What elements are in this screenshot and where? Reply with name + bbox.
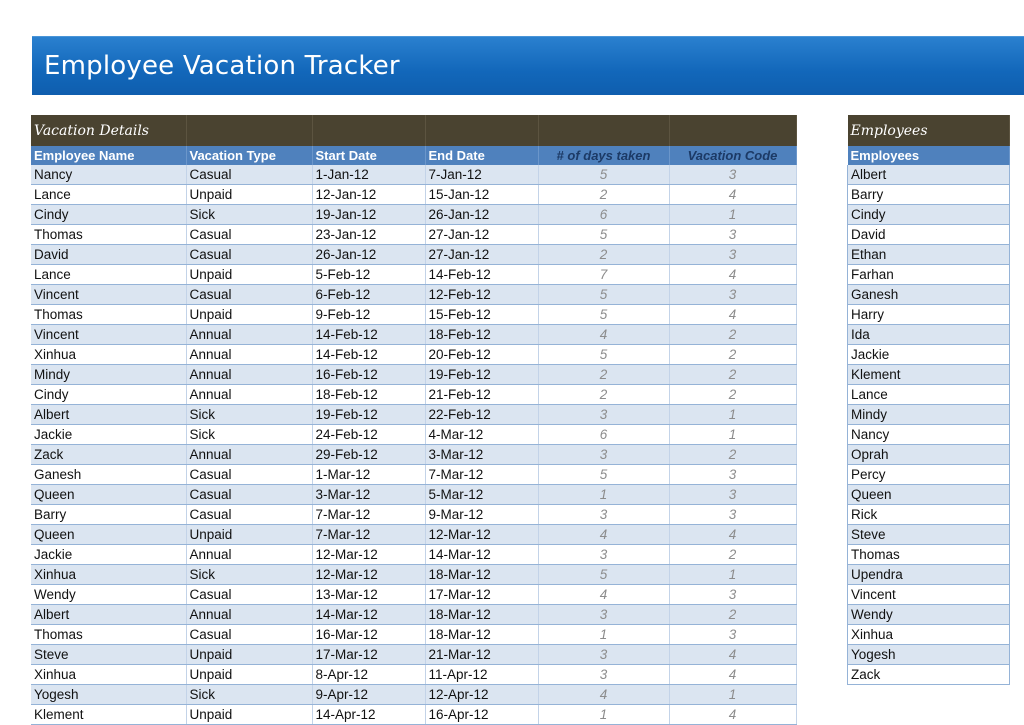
cell-days-taken[interactable]: 5 (538, 165, 669, 185)
cell-vacation-code[interactable]: 2 (669, 365, 796, 385)
cell-days-taken[interactable]: 3 (538, 665, 669, 685)
cell-days-taken[interactable]: 4 (538, 525, 669, 545)
cell-employee[interactable]: Ida (848, 325, 1010, 345)
table-row[interactable] (31, 345, 796, 365)
cell-start-date[interactable]: 14-Apr-12 (312, 705, 425, 725)
cell-start-date[interactable]: 14-Mar-12 (312, 605, 425, 625)
cell-vacation-code[interactable]: 4 (669, 265, 796, 285)
cell-start-date[interactable]: 3-Mar-12 (312, 485, 425, 505)
table-row[interactable] (31, 385, 796, 405)
cell-vacation-code[interactable]: 4 (669, 705, 796, 725)
cell-vacation-code[interactable]: 2 (669, 445, 796, 465)
table-row[interactable] (31, 605, 796, 625)
table-row[interactable] (31, 465, 796, 485)
cell-days-taken[interactable]: 5 (538, 465, 669, 485)
list-item[interactable] (848, 265, 1010, 285)
cell-vacation-code[interactable]: 2 (669, 605, 796, 625)
cell-end-date[interactable]: 18-Mar-12 (425, 605, 538, 625)
cell-days-taken[interactable]: 5 (538, 305, 669, 325)
table-row[interactable] (31, 705, 796, 725)
cell-vacation-code[interactable]: 1 (669, 405, 796, 425)
cell-end-date[interactable]: 22-Feb-12 (425, 405, 538, 425)
cell-start-date[interactable]: 24-Feb-12 (312, 425, 425, 445)
cell-employee[interactable]: Rick (848, 505, 1010, 525)
cell-vacation-type[interactable]: Annual (186, 365, 312, 385)
list-item[interactable] (848, 485, 1010, 505)
cell-end-date[interactable]: 17-Mar-12 (425, 585, 538, 605)
cell-vacation-type[interactable]: Casual (186, 625, 312, 645)
cell-days-taken[interactable]: 2 (538, 385, 669, 405)
cell-vacation-code[interactable]: 4 (669, 645, 796, 665)
cell-vacation-type[interactable]: Unpaid (186, 525, 312, 545)
cell-employee-name[interactable]: Xinhua (31, 345, 186, 365)
cell-employee[interactable]: Wendy (848, 605, 1010, 625)
cell-end-date[interactable]: 12-Mar-12 (425, 525, 538, 545)
cell-vacation-code[interactable]: 1 (669, 685, 796, 705)
table-row[interactable] (31, 245, 796, 265)
cell-vacation-type[interactable]: Unpaid (186, 185, 312, 205)
table-row[interactable] (31, 425, 796, 445)
cell-end-date[interactable]: 11-Apr-12 (425, 665, 538, 685)
list-item[interactable] (848, 345, 1010, 365)
cell-end-date[interactable]: 18-Mar-12 (425, 625, 538, 645)
cell-start-date[interactable]: 12-Mar-12 (312, 565, 425, 585)
list-item[interactable] (848, 225, 1010, 245)
cell-vacation-type[interactable]: Unpaid (186, 265, 312, 285)
cell-end-date[interactable]: 21-Feb-12 (425, 385, 538, 405)
cell-employee[interactable]: Thomas (848, 545, 1010, 565)
list-item[interactable] (848, 565, 1010, 585)
cell-days-taken[interactable]: 5 (538, 225, 669, 245)
cell-vacation-type[interactable]: Casual (186, 225, 312, 245)
cell-employee[interactable]: David (848, 225, 1010, 245)
cell-employee-name[interactable]: Albert (31, 605, 186, 625)
table-row[interactable] (31, 285, 796, 305)
cell-end-date[interactable]: 16-Apr-12 (425, 705, 538, 725)
list-item[interactable] (848, 665, 1010, 685)
cell-end-date[interactable]: 14-Mar-12 (425, 545, 538, 565)
cell-vacation-code[interactable]: 3 (669, 625, 796, 645)
cell-start-date[interactable]: 23-Jan-12 (312, 225, 425, 245)
vacation-header-row (31, 146, 796, 165)
cell-employee-name[interactable]: Lance (31, 265, 186, 285)
cell-end-date[interactable]: 26-Jan-12 (425, 205, 538, 225)
list-item[interactable] (848, 545, 1010, 565)
employees-table (847, 115, 1010, 685)
list-item[interactable] (848, 385, 1010, 405)
cell-vacation-code[interactable]: 3 (669, 585, 796, 605)
header-banner (32, 36, 1024, 95)
cell-employee-name[interactable]: Albert (31, 405, 186, 425)
cell-vacation-type[interactable]: Annual (186, 385, 312, 405)
cell-employee[interactable]: Farhan (848, 265, 1010, 285)
vacation-table-body (31, 165, 796, 725)
cell-employee-name[interactable]: Nancy (31, 165, 186, 185)
cell-start-date[interactable]: 19-Feb-12 (312, 405, 425, 425)
cell-end-date[interactable]: 27-Jan-12 (425, 225, 538, 245)
column-header-vacation-type[interactable]: Vacation Type (186, 146, 312, 165)
cell-vacation-type[interactable]: Sick (186, 425, 312, 445)
cell-employee[interactable]: Lance (848, 385, 1010, 405)
cell-employee-name[interactable]: Mindy (31, 365, 186, 385)
cell-employee-name[interactable]: Thomas (31, 625, 186, 645)
cell-vacation-type[interactable]: Casual (186, 505, 312, 525)
cell-start-date[interactable]: 5-Feb-12 (312, 265, 425, 285)
cell-start-date[interactable]: 14-Feb-12 (312, 345, 425, 365)
cell-start-date[interactable]: 8-Apr-12 (312, 665, 425, 685)
cell-start-date[interactable]: 7-Mar-12 (312, 525, 425, 545)
cell-employee-name[interactable]: Barry (31, 505, 186, 525)
cell-employee[interactable]: Xinhua (848, 625, 1010, 645)
cell-employee[interactable]: Barry (848, 185, 1010, 205)
cell-end-date[interactable]: 19-Feb-12 (425, 365, 538, 385)
cell-start-date[interactable]: 12-Jan-12 (312, 185, 425, 205)
cell-vacation-code[interactable]: 1 (669, 565, 796, 585)
table-row[interactable] (31, 185, 796, 205)
cell-start-date[interactable]: 17-Mar-12 (312, 645, 425, 665)
cell-employee[interactable]: Klement (848, 365, 1010, 385)
list-item[interactable] (848, 185, 1010, 205)
cell-end-date[interactable]: 3-Mar-12 (425, 445, 538, 465)
cell-days-taken[interactable]: 3 (538, 505, 669, 525)
table-row[interactable] (31, 585, 796, 605)
table-row[interactable] (31, 645, 796, 665)
column-header-days-taken[interactable]: # of days taken (538, 146, 669, 165)
cell-end-date[interactable]: 15-Jan-12 (425, 185, 538, 205)
cell-vacation-type[interactable]: Unpaid (186, 305, 312, 325)
cell-vacation-code[interactable]: 3 (669, 505, 796, 525)
cell-vacation-code[interactable]: 2 (669, 345, 796, 365)
cell-employee[interactable]: Jackie (848, 345, 1010, 365)
column-header-vacation-code[interactable]: Vacation Code (669, 146, 796, 165)
cell-employee-name[interactable]: Cindy (31, 205, 186, 225)
cell-vacation-code[interactable]: 3 (669, 245, 796, 265)
cell-vacation-type[interactable]: Casual (186, 285, 312, 305)
cell-end-date[interactable]: 7-Mar-12 (425, 465, 538, 485)
cell-days-taken[interactable]: 3 (538, 405, 669, 425)
cell-end-date[interactable]: 5-Mar-12 (425, 485, 538, 505)
cell-days-taken[interactable]: 6 (538, 205, 669, 225)
cell-days-taken[interactable]: 7 (538, 265, 669, 285)
cell-days-taken[interactable]: 5 (538, 345, 669, 365)
vacation-section-title-row (31, 115, 796, 146)
cell-vacation-type[interactable]: Sick (186, 405, 312, 425)
cell-end-date[interactable]: 12-Apr-12 (425, 685, 538, 705)
cell-end-date[interactable]: 18-Feb-12 (425, 325, 538, 345)
cell-start-date[interactable]: 9-Feb-12 (312, 305, 425, 325)
cell-employee[interactable]: Mindy (848, 405, 1010, 425)
cell-employee[interactable]: Harry (848, 305, 1010, 325)
cell-vacation-code[interactable]: 3 (669, 465, 796, 485)
cell-start-date[interactable]: 16-Mar-12 (312, 625, 425, 645)
cell-days-taken[interactable]: 4 (538, 585, 669, 605)
table-row[interactable] (31, 405, 796, 425)
cell-start-date[interactable]: 7-Mar-12 (312, 505, 425, 525)
cell-vacation-code[interactable]: 2 (669, 385, 796, 405)
cell-vacation-type[interactable]: Casual (186, 485, 312, 505)
cell-start-date[interactable]: 26-Jan-12 (312, 245, 425, 265)
cell-vacation-type[interactable]: Annual (186, 605, 312, 625)
cell-vacation-code[interactable]: 4 (669, 665, 796, 685)
cell-end-date[interactable]: 7-Jan-12 (425, 165, 538, 185)
list-item[interactable] (848, 305, 1010, 325)
list-item[interactable] (848, 205, 1010, 225)
cell-employee-name[interactable]: Vincent (31, 285, 186, 305)
cell-vacation-type[interactable]: Casual (186, 245, 312, 265)
cell-employee[interactable]: Vincent (848, 585, 1010, 605)
cell-employee-name[interactable]: Jackie (31, 425, 186, 445)
cell-vacation-type[interactable]: Sick (186, 205, 312, 225)
cell-employee-name[interactable]: Jackie (31, 545, 186, 565)
cell-end-date[interactable]: 20-Feb-12 (425, 345, 538, 365)
cell-vacation-code[interactable]: 3 (669, 285, 796, 305)
column-header-employees[interactable]: Employees (848, 146, 1010, 165)
cell-vacation-type[interactable]: Annual (186, 445, 312, 465)
page-title: Employee Vacation Tracker (44, 51, 400, 81)
list-item[interactable] (848, 325, 1010, 345)
cell-vacation-code[interactable]: 3 (669, 165, 796, 185)
cell-employee-name[interactable]: Klement (31, 705, 186, 725)
cell-employee[interactable]: Upendra (848, 565, 1010, 585)
cell-end-date[interactable]: 15-Feb-12 (425, 305, 538, 325)
table-row[interactable] (31, 325, 796, 345)
list-item[interactable] (848, 445, 1010, 465)
list-item[interactable] (848, 465, 1010, 485)
cell-employee-name[interactable]: Zack (31, 445, 186, 465)
cell-vacation-code[interactable]: 1 (669, 205, 796, 225)
cell-employee[interactable]: Percy (848, 465, 1010, 485)
cell-start-date[interactable]: 13-Mar-12 (312, 585, 425, 605)
table-row[interactable] (31, 225, 796, 245)
table-row[interactable] (31, 505, 796, 525)
employees-section-title-row (848, 115, 1010, 146)
cell-days-taken[interactable]: 1 (538, 705, 669, 725)
cell-employee-name[interactable]: Queen (31, 485, 186, 505)
cell-employee-name[interactable]: Yogesh (31, 685, 186, 705)
cell-employee[interactable]: Nancy (848, 425, 1010, 445)
cell-employee[interactable]: Albert (848, 165, 1010, 185)
cell-employee[interactable]: Zack (848, 665, 1010, 685)
employees-header-row (848, 146, 1010, 165)
list-item[interactable] (848, 505, 1010, 525)
cell-employee-name[interactable]: Xinhua (31, 665, 186, 685)
cell-vacation-code[interactable]: 1 (669, 425, 796, 445)
cell-end-date[interactable]: 14-Feb-12 (425, 265, 538, 285)
list-item[interactable] (848, 245, 1010, 265)
list-item[interactable] (848, 285, 1010, 305)
list-item[interactable] (848, 165, 1010, 185)
vacation-details-table (31, 115, 797, 725)
cell-vacation-code[interactable]: 2 (669, 545, 796, 565)
list-item[interactable] (848, 605, 1010, 625)
column-header-employee-name[interactable]: Employee Name (31, 146, 186, 165)
cell-employee-name[interactable]: Queen (31, 525, 186, 545)
cell-employee[interactable]: Yogesh (848, 645, 1010, 665)
vacation-section-title: Vacation Details (31, 115, 186, 146)
cell-employee-name[interactable]: Steve (31, 645, 186, 665)
cell-start-date[interactable]: 29-Feb-12 (312, 445, 425, 465)
table-row[interactable] (31, 305, 796, 325)
cell-employee-name[interactable]: Thomas (31, 225, 186, 245)
table-row[interactable] (31, 525, 796, 545)
cell-employee[interactable]: Ganesh (848, 285, 1010, 305)
table-row[interactable] (31, 685, 796, 705)
table-row[interactable] (31, 625, 796, 645)
cell-start-date[interactable]: 14-Feb-12 (312, 325, 425, 345)
list-item[interactable] (848, 625, 1010, 645)
cell-start-date[interactable]: 12-Mar-12 (312, 545, 425, 565)
cell-days-taken[interactable]: 4 (538, 325, 669, 345)
cell-employee[interactable]: Cindy (848, 205, 1010, 225)
cell-employee-name[interactable]: Thomas (31, 305, 186, 325)
cell-days-taken[interactable]: 4 (538, 685, 669, 705)
cell-employee[interactable]: Oprah (848, 445, 1010, 465)
cell-start-date[interactable]: 19-Jan-12 (312, 205, 425, 225)
table-row[interactable] (31, 165, 796, 185)
table-row[interactable] (31, 445, 796, 465)
cell-vacation-code[interactable]: 3 (669, 485, 796, 505)
cell-start-date[interactable]: 18-Feb-12 (312, 385, 425, 405)
table-row[interactable] (31, 265, 796, 285)
cell-start-date[interactable]: 1-Jan-12 (312, 165, 425, 185)
list-item[interactable] (848, 645, 1010, 665)
employees-table-body (848, 165, 1010, 685)
cell-vacation-code[interactable]: 4 (669, 185, 796, 205)
cell-days-taken[interactable]: 1 (538, 485, 669, 505)
cell-vacation-type[interactable]: Casual (186, 165, 312, 185)
list-item[interactable] (848, 525, 1010, 545)
cell-vacation-type[interactable]: Annual (186, 345, 312, 365)
cell-start-date[interactable]: 6-Feb-12 (312, 285, 425, 305)
cell-vacation-type[interactable]: Casual (186, 465, 312, 485)
cell-employee-name[interactable]: Cindy (31, 385, 186, 405)
cell-days-taken[interactable]: 3 (538, 445, 669, 465)
cell-days-taken[interactable]: 6 (538, 425, 669, 445)
cell-employee-name[interactable]: Wendy (31, 585, 186, 605)
cell-vacation-code[interactable]: 2 (669, 325, 796, 345)
cell-employee-name[interactable]: Lance (31, 185, 186, 205)
cell-employee-name[interactable]: Xinhua (31, 565, 186, 585)
cell-days-taken[interactable]: 2 (538, 365, 669, 385)
cell-vacation-type[interactable]: Casual (186, 585, 312, 605)
list-item[interactable] (848, 405, 1010, 425)
column-header-end-date[interactable]: End Date (425, 146, 538, 165)
cell-days-taken[interactable]: 3 (538, 545, 669, 565)
cell-employee[interactable]: Queen (848, 485, 1010, 505)
cell-days-taken[interactable]: 3 (538, 645, 669, 665)
cell-employee[interactable]: Ethan (848, 245, 1010, 265)
table-row[interactable] (31, 205, 796, 225)
cell-end-date[interactable]: 21-Mar-12 (425, 645, 538, 665)
cell-vacation-type[interactable]: Annual (186, 545, 312, 565)
cell-end-date[interactable]: 12-Feb-12 (425, 285, 538, 305)
cell-vacation-type[interactable]: Unpaid (186, 645, 312, 665)
cell-vacation-type[interactable]: Sick (186, 565, 312, 585)
cell-vacation-type[interactable]: Unpaid (186, 665, 312, 685)
cell-end-date[interactable]: 9-Mar-12 (425, 505, 538, 525)
list-item[interactable] (848, 425, 1010, 445)
cell-end-date[interactable]: 27-Jan-12 (425, 245, 538, 265)
table-row[interactable] (31, 545, 796, 565)
cell-days-taken[interactable]: 2 (538, 185, 669, 205)
cell-vacation-code[interactable]: 4 (669, 525, 796, 545)
cell-days-taken[interactable]: 2 (538, 245, 669, 265)
column-header-start-date[interactable]: Start Date (312, 146, 425, 165)
cell-start-date[interactable]: 1-Mar-12 (312, 465, 425, 485)
table-row[interactable] (31, 365, 796, 385)
cell-start-date[interactable]: 16-Feb-12 (312, 365, 425, 385)
table-row[interactable] (31, 665, 796, 685)
cell-vacation-type[interactable]: Sick (186, 685, 312, 705)
cell-employee-name[interactable]: David (31, 245, 186, 265)
table-row[interactable] (31, 485, 796, 505)
table-row[interactable] (31, 565, 796, 585)
cell-days-taken[interactable]: 3 (538, 605, 669, 625)
cell-employee-name[interactable]: Vincent (31, 325, 186, 345)
cell-end-date[interactable]: 4-Mar-12 (425, 425, 538, 445)
list-item[interactable] (848, 585, 1010, 605)
employees-section-title: Employees (848, 115, 1010, 146)
list-item[interactable] (848, 365, 1010, 385)
cell-employee-name[interactable]: Ganesh (31, 465, 186, 485)
cell-days-taken[interactable]: 5 (538, 285, 669, 305)
cell-vacation-type[interactable]: Annual (186, 325, 312, 345)
cell-vacation-code[interactable]: 3 (669, 225, 796, 245)
cell-days-taken[interactable]: 5 (538, 565, 669, 585)
cell-vacation-type[interactable]: Unpaid (186, 705, 312, 725)
cell-start-date[interactable]: 9-Apr-12 (312, 685, 425, 705)
cell-vacation-code[interactable]: 4 (669, 305, 796, 325)
cell-days-taken[interactable]: 1 (538, 625, 669, 645)
cell-employee[interactable]: Steve (848, 525, 1010, 545)
cell-end-date[interactable]: 18-Mar-12 (425, 565, 538, 585)
